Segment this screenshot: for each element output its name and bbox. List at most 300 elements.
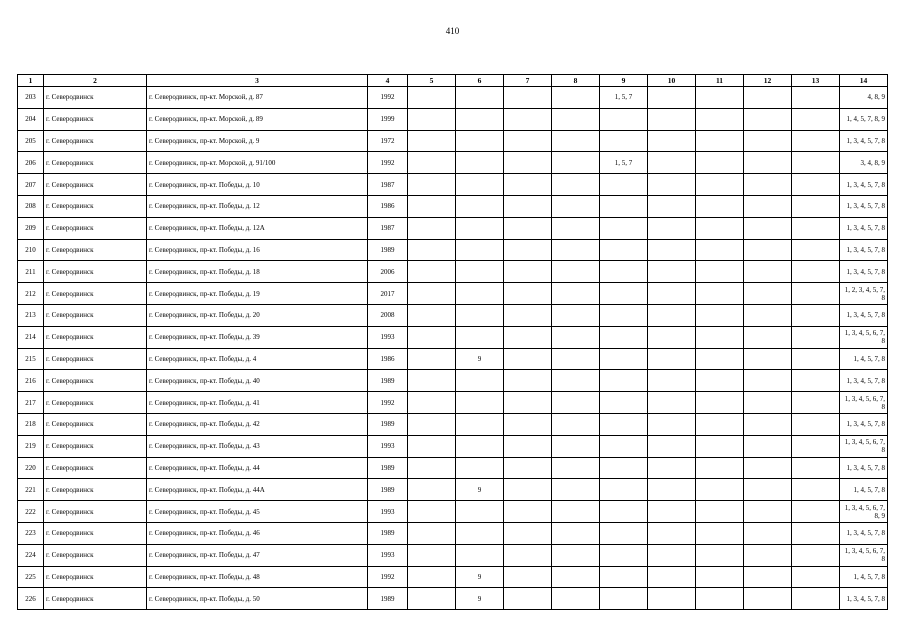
- row-number: 209: [18, 217, 44, 239]
- empty-cell: [696, 413, 744, 435]
- empty-cell: [504, 108, 552, 130]
- column-6-cell: [456, 413, 504, 435]
- address-cell: г. Северодвинск, пр-кт. Победы, д. 12А: [147, 217, 368, 239]
- empty-cell: [696, 108, 744, 130]
- row-number: 222: [18, 501, 44, 523]
- empty-cell: [648, 326, 696, 348]
- empty-cell: [504, 522, 552, 544]
- row-number: 218: [18, 413, 44, 435]
- column-14-cell: 1, 3, 4, 5, 6, 7, 8: [840, 544, 888, 566]
- column-header: 11: [696, 75, 744, 87]
- address-cell: г. Северодвинск, пр-кт. Победы, д. 44: [147, 457, 368, 479]
- column-14-cell: 3, 4, 8, 9: [840, 152, 888, 174]
- row-number: 208: [18, 195, 44, 217]
- row-number: 225: [18, 566, 44, 588]
- city-cell: г. Северодвинск: [44, 283, 147, 305]
- city-cell: г. Северодвинск: [44, 457, 147, 479]
- empty-cell: [696, 261, 744, 283]
- empty-cell: [792, 304, 840, 326]
- row-number: 215: [18, 348, 44, 370]
- empty-cell: [744, 195, 792, 217]
- empty-cell: [744, 522, 792, 544]
- column-6-cell: [456, 108, 504, 130]
- empty-cell: [696, 588, 744, 610]
- column-9-cell: [600, 130, 648, 152]
- empty-cell: [552, 370, 600, 392]
- column-9-cell: [600, 566, 648, 588]
- row-number: 220: [18, 457, 44, 479]
- address-cell: г. Северодвинск, пр-кт. Морской, д. 89: [147, 108, 368, 130]
- city-cell: г. Северодвинск: [44, 304, 147, 326]
- empty-cell: [552, 239, 600, 261]
- column-6-cell: [456, 87, 504, 109]
- empty-cell: [504, 413, 552, 435]
- empty-cell: [648, 566, 696, 588]
- table-row: [18, 501, 888, 523]
- empty-cell: [552, 174, 600, 196]
- column-14-cell: 1, 3, 4, 5, 6, 7, 8: [840, 326, 888, 348]
- column-9-cell: [600, 413, 648, 435]
- empty-cell: [408, 544, 456, 566]
- column-header: 2: [44, 75, 147, 87]
- empty-cell: [408, 348, 456, 370]
- year-cell: 2008: [368, 304, 408, 326]
- empty-cell: [792, 261, 840, 283]
- table-row: [18, 108, 888, 130]
- year-cell: 1987: [368, 217, 408, 239]
- empty-cell: [792, 544, 840, 566]
- year-cell: 1986: [368, 195, 408, 217]
- column-9-cell: [600, 239, 648, 261]
- empty-cell: [744, 283, 792, 305]
- year-cell: 1972: [368, 130, 408, 152]
- address-cell: г. Северодвинск, пр-кт. Победы, д. 43: [147, 435, 368, 457]
- column-header: 5: [408, 75, 456, 87]
- empty-cell: [744, 217, 792, 239]
- empty-cell: [552, 283, 600, 305]
- address-cell: г. Северодвинск, пр-кт. Победы, д. 46: [147, 522, 368, 544]
- row-number: 206: [18, 152, 44, 174]
- empty-cell: [648, 522, 696, 544]
- city-cell: г. Северодвинск: [44, 522, 147, 544]
- empty-cell: [792, 370, 840, 392]
- city-cell: г. Северодвинск: [44, 195, 147, 217]
- empty-cell: [408, 413, 456, 435]
- column-9-cell: [600, 435, 648, 457]
- row-number: 223: [18, 522, 44, 544]
- column-header: 13: [792, 75, 840, 87]
- empty-cell: [792, 501, 840, 523]
- empty-cell: [408, 457, 456, 479]
- column-9-cell: [600, 501, 648, 523]
- empty-cell: [408, 479, 456, 501]
- empty-cell: [552, 588, 600, 610]
- column-14-cell: 1, 3, 4, 5, 7, 8: [840, 195, 888, 217]
- column-6-cell: [456, 217, 504, 239]
- column-9-cell: 1, 5, 7: [600, 87, 648, 109]
- empty-cell: [696, 283, 744, 305]
- empty-cell: [408, 370, 456, 392]
- empty-cell: [504, 217, 552, 239]
- column-14-cell: 1, 3, 4, 5, 6, 7, 8, 9: [840, 501, 888, 523]
- city-cell: г. Северодвинск: [44, 261, 147, 283]
- empty-cell: [744, 239, 792, 261]
- year-cell: 1993: [368, 544, 408, 566]
- table-row: [18, 283, 888, 305]
- column-9-cell: [600, 174, 648, 196]
- empty-cell: [408, 392, 456, 414]
- row-number: 204: [18, 108, 44, 130]
- city-cell: г. Северодвинск: [44, 392, 147, 414]
- empty-cell: [648, 457, 696, 479]
- address-cell: г. Северодвинск, пр-кт. Победы, д. 12: [147, 195, 368, 217]
- address-cell: г. Северодвинск, пр-кт. Победы, д. 50: [147, 588, 368, 610]
- column-9-cell: [600, 261, 648, 283]
- empty-cell: [408, 217, 456, 239]
- empty-cell: [792, 130, 840, 152]
- empty-cell: [648, 588, 696, 610]
- empty-cell: [504, 370, 552, 392]
- empty-cell: [552, 87, 600, 109]
- address-cell: г. Северодвинск, пр-кт. Победы, д. 16: [147, 239, 368, 261]
- empty-cell: [648, 217, 696, 239]
- city-cell: г. Северодвинск: [44, 588, 147, 610]
- empty-cell: [552, 304, 600, 326]
- empty-cell: [696, 174, 744, 196]
- empty-cell: [696, 370, 744, 392]
- empty-cell: [408, 195, 456, 217]
- empty-cell: [408, 174, 456, 196]
- address-cell: г. Северодвинск, пр-кт. Победы, д. 44А: [147, 479, 368, 501]
- empty-cell: [744, 326, 792, 348]
- address-cell: г. Северодвинск, пр-кт. Морской, д. 87: [147, 87, 368, 109]
- year-cell: 1992: [368, 566, 408, 588]
- empty-cell: [408, 108, 456, 130]
- city-cell: г. Северодвинск: [44, 544, 147, 566]
- empty-cell: [504, 87, 552, 109]
- empty-cell: [552, 152, 600, 174]
- column-14-cell: 1, 3, 4, 5, 7, 8: [840, 588, 888, 610]
- table-row: [18, 87, 888, 109]
- empty-cell: [504, 174, 552, 196]
- address-cell: г. Северодвинск, пр-кт. Победы, д. 10: [147, 174, 368, 196]
- empty-cell: [408, 239, 456, 261]
- empty-cell: [648, 152, 696, 174]
- column-9-cell: [600, 348, 648, 370]
- column-6-cell: [456, 130, 504, 152]
- row-number: 214: [18, 326, 44, 348]
- empty-cell: [744, 544, 792, 566]
- city-cell: г. Северодвинск: [44, 326, 147, 348]
- row-number: 224: [18, 544, 44, 566]
- empty-cell: [648, 283, 696, 305]
- empty-cell: [648, 435, 696, 457]
- row-number: 210: [18, 239, 44, 261]
- table-row: [18, 152, 888, 174]
- city-cell: г. Северодвинск: [44, 501, 147, 523]
- table-row: [18, 522, 888, 544]
- empty-cell: [504, 152, 552, 174]
- column-6-cell: [456, 174, 504, 196]
- table-row: [18, 326, 888, 348]
- address-cell: г. Северодвинск, пр-кт. Победы, д. 20: [147, 304, 368, 326]
- empty-cell: [552, 479, 600, 501]
- address-cell: г. Северодвинск, пр-кт. Победы, д. 19: [147, 283, 368, 305]
- empty-cell: [792, 588, 840, 610]
- column-header: 14: [840, 75, 888, 87]
- empty-cell: [744, 87, 792, 109]
- column-14-cell: 1, 3, 4, 5, 7, 8: [840, 370, 888, 392]
- empty-cell: [792, 522, 840, 544]
- column-14-cell: 1, 4, 5, 7, 8: [840, 566, 888, 588]
- empty-cell: [504, 195, 552, 217]
- empty-cell: [648, 370, 696, 392]
- table-row: [18, 544, 888, 566]
- year-cell: 1999: [368, 108, 408, 130]
- empty-cell: [792, 174, 840, 196]
- table-row: [18, 588, 888, 610]
- table-body: [18, 87, 888, 610]
- empty-cell: [408, 522, 456, 544]
- empty-cell: [792, 413, 840, 435]
- column-6-cell: [456, 544, 504, 566]
- row-number: 207: [18, 174, 44, 196]
- empty-cell: [648, 108, 696, 130]
- column-14-cell: 1, 4, 5, 7, 8, 9: [840, 108, 888, 130]
- empty-cell: [792, 108, 840, 130]
- column-14-cell: 1, 3, 4, 5, 7, 8: [840, 239, 888, 261]
- empty-cell: [744, 348, 792, 370]
- empty-cell: [792, 479, 840, 501]
- empty-cell: [408, 283, 456, 305]
- city-cell: г. Северодвинск: [44, 566, 147, 588]
- empty-cell: [792, 239, 840, 261]
- year-cell: 1992: [368, 392, 408, 414]
- column-6-cell: [456, 435, 504, 457]
- empty-cell: [696, 348, 744, 370]
- empty-cell: [696, 501, 744, 523]
- empty-cell: [504, 479, 552, 501]
- empty-cell: [696, 217, 744, 239]
- empty-cell: [552, 130, 600, 152]
- column-14-cell: 1, 3, 4, 5, 7, 8: [840, 261, 888, 283]
- table-row: [18, 217, 888, 239]
- empty-cell: [792, 348, 840, 370]
- table-row: [18, 304, 888, 326]
- column-header: 10: [648, 75, 696, 87]
- column-9-cell: [600, 283, 648, 305]
- empty-cell: [744, 370, 792, 392]
- row-number: 226: [18, 588, 44, 610]
- empty-cell: [552, 217, 600, 239]
- empty-cell: [792, 435, 840, 457]
- column-9-cell: [600, 304, 648, 326]
- empty-cell: [648, 174, 696, 196]
- city-cell: г. Северодвинск: [44, 152, 147, 174]
- table-row: [18, 174, 888, 196]
- table-row: [18, 413, 888, 435]
- column-9-cell: [600, 457, 648, 479]
- empty-cell: [696, 304, 744, 326]
- empty-cell: [552, 457, 600, 479]
- empty-cell: [744, 457, 792, 479]
- column-6-cell: [456, 304, 504, 326]
- empty-cell: [696, 130, 744, 152]
- table-row: [18, 566, 888, 588]
- row-number: 219: [18, 435, 44, 457]
- empty-cell: [408, 566, 456, 588]
- empty-cell: [744, 588, 792, 610]
- column-6-cell: [456, 152, 504, 174]
- table-row: [18, 457, 888, 479]
- empty-cell: [744, 566, 792, 588]
- empty-cell: [552, 261, 600, 283]
- address-cell: г. Северодвинск, пр-кт. Победы, д. 47: [147, 544, 368, 566]
- table-row: [18, 348, 888, 370]
- empty-cell: [504, 239, 552, 261]
- empty-cell: [408, 588, 456, 610]
- empty-cell: [552, 566, 600, 588]
- empty-cell: [744, 435, 792, 457]
- empty-cell: [792, 392, 840, 414]
- empty-cell: [504, 304, 552, 326]
- table-row: [18, 392, 888, 414]
- year-cell: 2017: [368, 283, 408, 305]
- empty-cell: [408, 304, 456, 326]
- column-14-cell: 1, 3, 4, 5, 7, 8: [840, 217, 888, 239]
- column-header: 7: [504, 75, 552, 87]
- empty-cell: [504, 566, 552, 588]
- year-cell: 1993: [368, 501, 408, 523]
- empty-cell: [696, 522, 744, 544]
- empty-cell: [504, 261, 552, 283]
- empty-cell: [744, 413, 792, 435]
- column-9-cell: 1, 5, 7: [600, 152, 648, 174]
- empty-cell: [648, 501, 696, 523]
- empty-cell: [504, 392, 552, 414]
- year-cell: 1989: [368, 479, 408, 501]
- year-cell: 1986: [368, 348, 408, 370]
- empty-cell: [552, 522, 600, 544]
- city-cell: г. Северодвинск: [44, 217, 147, 239]
- column-9-cell: [600, 522, 648, 544]
- address-cell: г. Северодвинск, пр-кт. Победы, д. 18: [147, 261, 368, 283]
- table-row: [18, 261, 888, 283]
- row-number: 213: [18, 304, 44, 326]
- column-14-cell: 1, 3, 4, 5, 7, 8: [840, 457, 888, 479]
- empty-cell: [648, 348, 696, 370]
- city-cell: г. Северодвинск: [44, 479, 147, 501]
- empty-cell: [504, 435, 552, 457]
- column-9-cell: [600, 392, 648, 414]
- column-14-cell: 1, 2, 3, 4, 5, 7, 8: [840, 283, 888, 305]
- address-cell: г. Северодвинск, пр-кт. Победы, д. 41: [147, 392, 368, 414]
- city-cell: г. Северодвинск: [44, 174, 147, 196]
- empty-cell: [648, 261, 696, 283]
- column-14-cell: 1, 4, 5, 7, 8: [840, 479, 888, 501]
- column-14-cell: 1, 3, 4, 5, 7, 8: [840, 130, 888, 152]
- empty-cell: [792, 195, 840, 217]
- column-9-cell: [600, 326, 648, 348]
- column-6-cell: [456, 239, 504, 261]
- year-cell: 1989: [368, 588, 408, 610]
- empty-cell: [648, 544, 696, 566]
- address-cell: г. Северодвинск, пр-кт. Морской, д. 9: [147, 130, 368, 152]
- empty-cell: [648, 479, 696, 501]
- column-6-cell: [456, 195, 504, 217]
- empty-cell: [792, 152, 840, 174]
- empty-cell: [504, 457, 552, 479]
- header-row: [18, 75, 888, 87]
- empty-cell: [552, 108, 600, 130]
- column-6-cell: 9: [456, 588, 504, 610]
- column-6-cell: [456, 522, 504, 544]
- empty-cell: [408, 326, 456, 348]
- address-cell: г. Северодвинск, пр-кт. Морской, д. 91/100: [147, 152, 368, 174]
- empty-cell: [552, 195, 600, 217]
- column-6-cell: 9: [456, 348, 504, 370]
- column-6-cell: [456, 457, 504, 479]
- empty-cell: [408, 152, 456, 174]
- empty-cell: [504, 544, 552, 566]
- address-cell: г. Северодвинск, пр-кт. Победы, д. 4: [147, 348, 368, 370]
- empty-cell: [744, 479, 792, 501]
- empty-cell: [792, 217, 840, 239]
- empty-cell: [744, 501, 792, 523]
- address-cell: г. Северодвинск, пр-кт. Победы, д. 48: [147, 566, 368, 588]
- column-6-cell: [456, 283, 504, 305]
- city-cell: г. Северодвинск: [44, 130, 147, 152]
- year-cell: 1989: [368, 413, 408, 435]
- row-number: 212: [18, 283, 44, 305]
- column-14-cell: 1, 3, 4, 5, 7, 8: [840, 522, 888, 544]
- row-number: 211: [18, 261, 44, 283]
- empty-cell: [648, 195, 696, 217]
- city-cell: г. Северодвинск: [44, 87, 147, 109]
- column-6-cell: 9: [456, 566, 504, 588]
- column-9-cell: [600, 108, 648, 130]
- column-6-cell: [456, 501, 504, 523]
- column-header: 8: [552, 75, 600, 87]
- empty-cell: [696, 544, 744, 566]
- column-header: 12: [744, 75, 792, 87]
- column-9-cell: [600, 588, 648, 610]
- empty-cell: [696, 435, 744, 457]
- column-6-cell: [456, 326, 504, 348]
- empty-cell: [696, 566, 744, 588]
- column-9-cell: [600, 370, 648, 392]
- city-cell: г. Северодвинск: [44, 435, 147, 457]
- empty-cell: [696, 457, 744, 479]
- table-row: [18, 479, 888, 501]
- column-9-cell: [600, 217, 648, 239]
- column-6-cell: [456, 261, 504, 283]
- column-14-cell: 1, 3, 4, 5, 7, 8: [840, 174, 888, 196]
- empty-cell: [792, 283, 840, 305]
- empty-cell: [696, 326, 744, 348]
- empty-cell: [552, 544, 600, 566]
- city-cell: г. Северодвинск: [44, 108, 147, 130]
- row-number: 221: [18, 479, 44, 501]
- empty-cell: [696, 479, 744, 501]
- empty-cell: [696, 239, 744, 261]
- column-9-cell: [600, 544, 648, 566]
- year-cell: 1989: [368, 522, 408, 544]
- table-row: [18, 435, 888, 457]
- page-number: 410: [445, 26, 460, 36]
- empty-cell: [504, 326, 552, 348]
- column-header: 4: [368, 75, 408, 87]
